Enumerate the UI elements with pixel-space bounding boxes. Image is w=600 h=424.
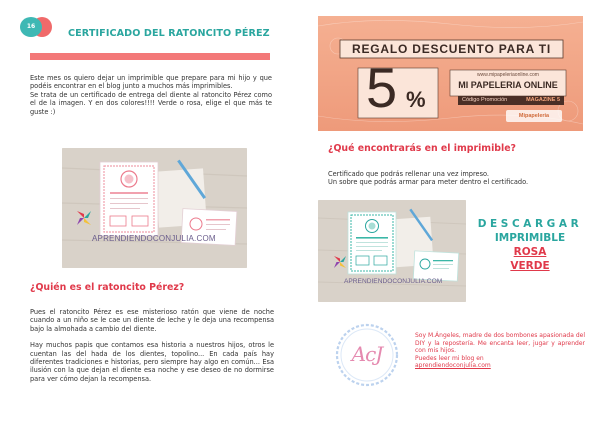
acj-logo (330, 318, 404, 392)
discount-banner[interactable] (318, 16, 583, 131)
author-blog-line: Puedes leer mi blog en (415, 354, 484, 362)
download-pink-link[interactable]: ROSA (513, 246, 547, 258)
quien-paragraph-1: Pues el ratoncito Pérez es ese misterioso ratón que viene de noche cuando a un niño se le cae un diente de leche y le deja una recompensa bajo la almohada a cambio del diente. (30, 308, 274, 333)
certificate-photo-pink (62, 148, 247, 268)
section-heading-que: ¿Qué encontrarás en el imprimible? (328, 143, 516, 154)
quien-text (30, 308, 274, 391)
quien-paragraph-2: Hay muchos papis que contamos esa historia a nuestros hijos, otros le cuentan las del hada de los dientes, topolino... En cada país hay diferentes tradiciones e historias, pero siempre hay algo en común... Esa ilusión con la que dejan el diente esa noche y ese deseo de no dormirse para ver cómo dejan la recompensa. (30, 341, 274, 383)
certificate-mockup-pink (62, 148, 247, 268)
download-block (470, 218, 590, 272)
banner-brand: MI PAPELERIA ONLINE (458, 80, 558, 90)
acj-logo-text: AcJ (351, 342, 383, 366)
banner-promo-code: MAGAZINE 5 (526, 97, 560, 103)
que-text (328, 170, 588, 187)
que-line-1: Certificado que podrás rellenar una vez impreso. (328, 170, 490, 178)
intro-paragraph-1: Este mes os quiero dejar un imprimible que prepare para mi hijo y que podéis encontrar en el blog junto a muchos más imprimibles. (30, 74, 272, 91)
certificate-mockup-green (318, 200, 466, 302)
banner-percent-number: 5 (366, 56, 398, 119)
banner-url: www.mipapeleriaonline.com (477, 72, 539, 78)
download-title: DESCARGAR (477, 218, 583, 230)
banner-percent-sign: % (406, 87, 426, 112)
download-green-link[interactable]: VERDE (510, 260, 550, 272)
photo-watermark: APRENDIENDOCONJULIA.COM (344, 278, 443, 285)
banner-promo-label: Código Promoción (462, 97, 508, 103)
intro-paragraph-2: Se trata de un certificado de entrega del diente al ratoncito Pérez como el de la imagen. Y en dos colores!!!! Verde o rosa, elige el que más te guste :) (30, 90, 272, 116)
certificate-photo-green (318, 200, 466, 302)
author-bio (415, 332, 585, 370)
page-number: 16 (20, 17, 42, 37)
que-line-2: Un sobre que podrás armar para meter dentro el certificado. (328, 178, 529, 187)
author-bio-text: Soy M.Ángeles, madre de dos bombones apasionada del DIY y la repostería. Me encanta leer, jugar y aprender con mis hijos. (415, 332, 585, 355)
photo-watermark: APRENDIENDOCONJULIA.COM (92, 234, 216, 243)
section-heading-quien: ¿Quién es el ratoncito Pérez? (30, 282, 185, 293)
download-subtitle: IMPRIMIBLE (494, 232, 566, 244)
decorative-bar (30, 53, 270, 60)
page-number-badge (18, 17, 56, 37)
author-blog-link[interactable]: aprendiendoconjulia.com (415, 362, 491, 370)
intro-text (30, 74, 272, 116)
banner-percent (362, 56, 438, 119)
banner-logo: Mipapeleria (518, 113, 550, 119)
banner-promo-tag (458, 96, 564, 105)
page-title: CERTIFICADO DEL RATONCITO PÉREZ (68, 28, 270, 39)
banner-headline: REGALO DESCUENTO PARA TI (352, 42, 551, 56)
